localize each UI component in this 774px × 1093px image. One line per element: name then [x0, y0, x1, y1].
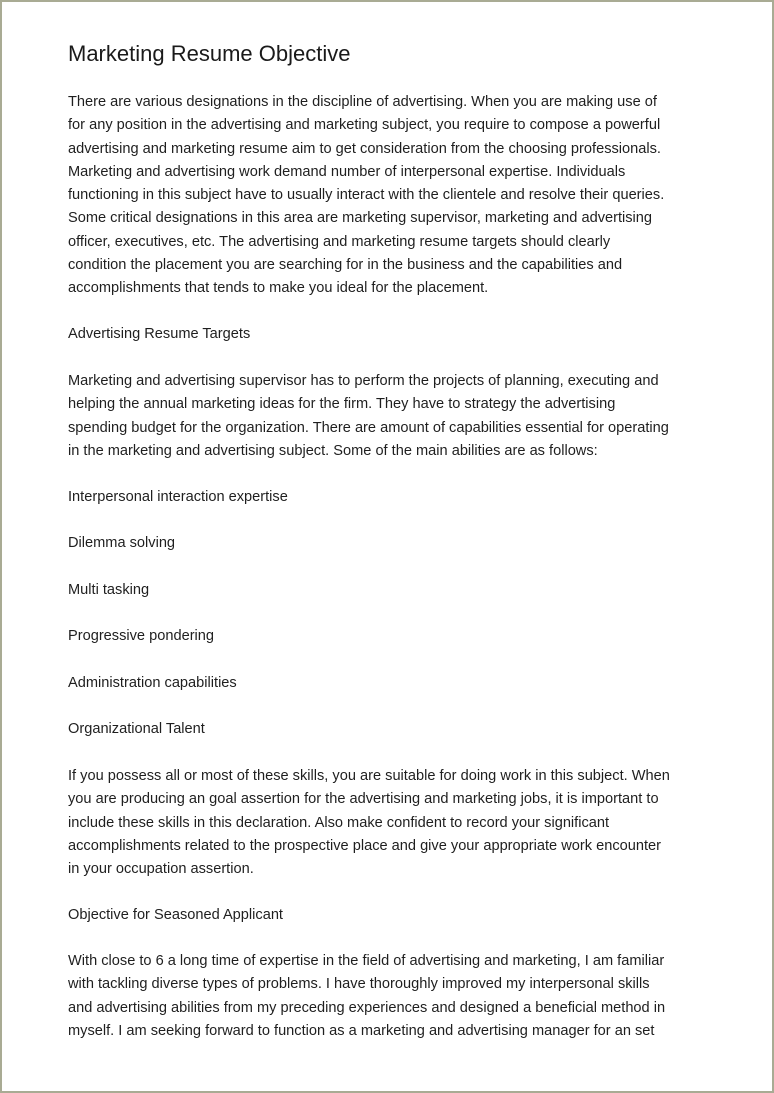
skill-item: Interpersonal interaction expertise	[68, 489, 288, 505]
text-line: If you possess all or most of these skills, you are suitable for doing work in this subject. When	[68, 768, 670, 784]
text-line: functioning in this subject have to usually interact with the clientele and resolve their queries.	[68, 187, 665, 204]
text-line: include these skills in this declaration. Also make confident to record your significant	[68, 814, 610, 831]
text-line: advertising and marketing resume aim to get consideration from the choosing professionals.	[68, 140, 661, 157]
text-line: accomplishments related to the prospective place and give your appropriate work encounter	[68, 837, 661, 854]
page-title: Marketing Resume Objective	[68, 41, 351, 66]
text-line: you are producing an goal assertion for the advertising and marketing jobs, it is important to	[68, 791, 659, 808]
text-line: helping the annual marketing ideas for the firm. They have to strategy the advertising	[68, 396, 616, 413]
skill-item: Multi tasking	[68, 582, 150, 598]
section-heading-advertising-resume-targets: Advertising Resume Targets	[68, 326, 251, 342]
text-line: condition the placement you are searching for in the business and the capabilities and	[68, 257, 623, 274]
text-line: officer, executives, etc. The advertising and marketing resume targets should clearly	[68, 233, 611, 250]
skill-item: Progressive pondering	[68, 628, 215, 644]
section1-conclusion-paragraph	[68, 765, 670, 881]
text-line: and advertising abilities from my preceding experiences and designed a beneficial method in	[68, 999, 666, 1016]
text-line: accomplishments that tends to make you ideal for the placement.	[68, 280, 489, 297]
text-line: for any position in the advertising and marketing subject, you require to compose a powerful	[68, 117, 661, 134]
text-line: spending budget for the organization. There are amount of capabilities essential for operating	[68, 419, 669, 436]
intro-paragraph	[68, 91, 664, 301]
skill-item: Administration capabilities	[68, 675, 237, 691]
section2-paragraph	[68, 950, 665, 1043]
section1-paragraph	[68, 370, 669, 463]
text-line: Marketing and advertising supervisor has to perform the projects of planning, executing and	[68, 373, 659, 389]
skill-item: Dilemma solving	[68, 535, 176, 551]
text-line: in the marketing and advertising subject. Some of the main abilities are as follows:	[68, 442, 598, 459]
text-line: With close to 6 a long time of expertise in the field of advertising and marketing, I am familiar	[68, 953, 665, 969]
text-line: in your occupation assertion.	[68, 861, 254, 878]
text-line: with tackling diverse types of problems. I have thoroughly improved my interpersonal skills	[68, 976, 650, 993]
text-line: There are various designations in the discipline of advertising. When you are making use of	[68, 94, 657, 110]
text-line: myself. I am seeking forward to function as a marketing and advertising manager for an set	[68, 1022, 655, 1039]
section-heading-objective-seasoned-applicant: Objective for Seasoned Applicant	[68, 907, 283, 923]
text-line: Marketing and advertising work demand number of interpersonal expertise. Individuals	[68, 163, 626, 180]
skill-item: Organizational Talent	[68, 721, 205, 737]
text-line: Some critical designations in this area are marketing supervisor, marketing and advertising	[68, 210, 653, 227]
